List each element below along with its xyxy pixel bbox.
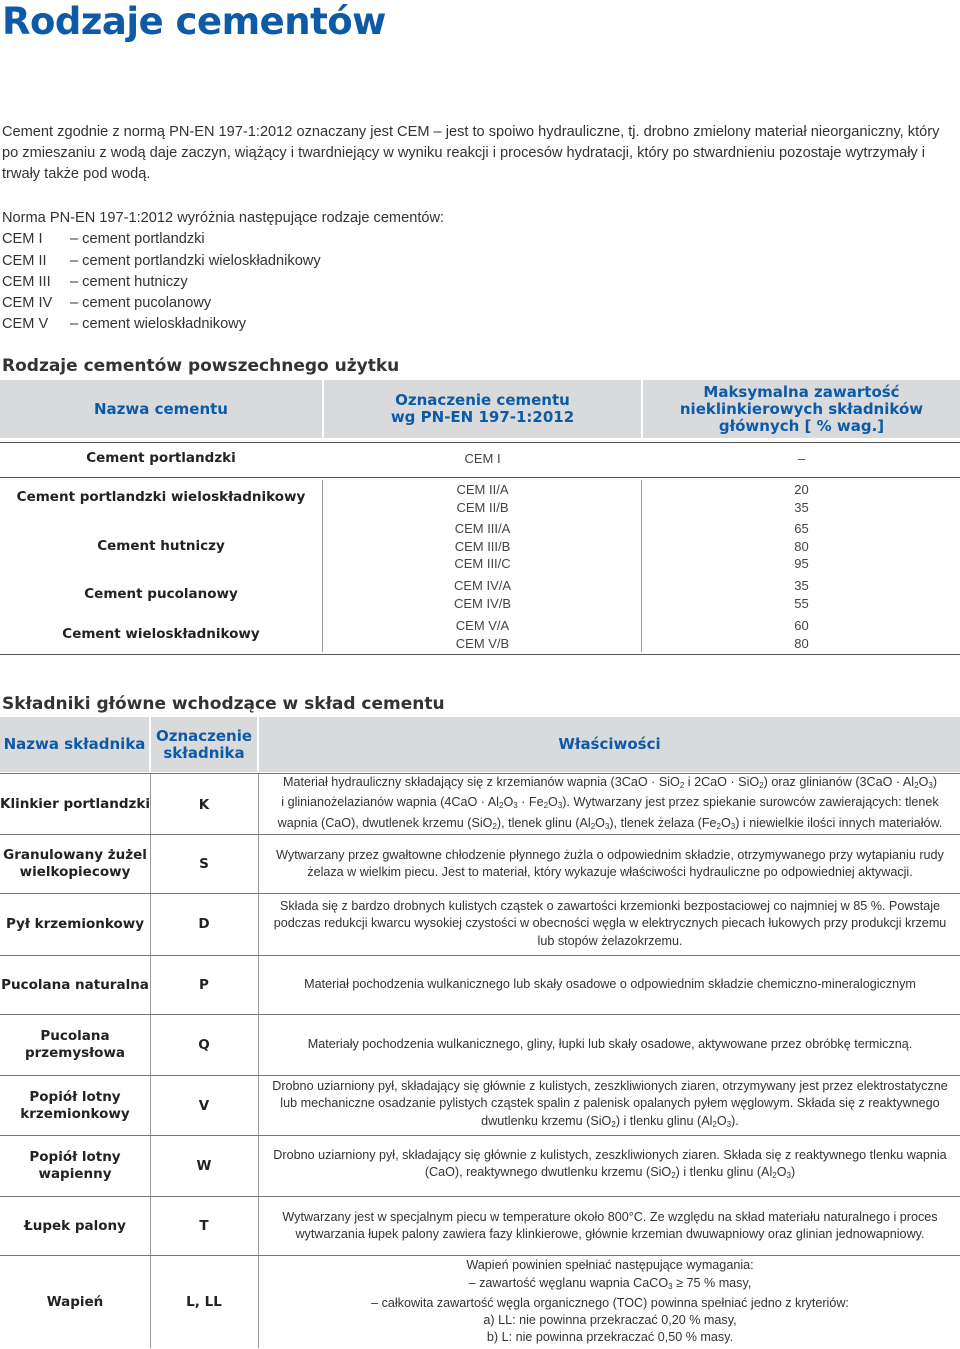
table-column-divider (258, 774, 259, 1348)
table1-row-codes (324, 481, 641, 516)
table2-row-desc (260, 774, 960, 835)
table-divider (0, 654, 960, 655)
table2-row-name: Klinkier portlandzki (0, 796, 150, 812)
table1-row-code: CEM I (464, 451, 501, 466)
norma-item (2, 314, 444, 335)
table1-row-value: 60 (794, 618, 809, 633)
desc-line: lub mechaniczne osadzanie pylistych cząstek spalin z palenisk opalanych pyłem węglowym. Składa się z reaktywnego (280, 1096, 940, 1111)
table2-row-code: D (198, 916, 210, 932)
table1-row-code: CEM III/B (454, 538, 511, 554)
table2-row-desc: Składa się z bardzo drobnych kulistych cząstek o zawartości krzemionki bezpostaciowej co najmniej w 85 %. Powstaje podczas redukcji kwarcu wysokiej czystości w obecności węgla w elektrycznych piecach łukowych przy produkcji krzemu lub stopów żelazokrzemu. (273, 899, 947, 948)
table2-row-code: S (199, 856, 209, 872)
table1-row-name: Cement pucolanowy (84, 586, 238, 602)
table-column-divider (322, 480, 323, 652)
table1-row-value: 20 (794, 482, 809, 497)
table1-row-name: Cement wieloskładnikowy (62, 626, 260, 642)
table1-row-code: CEM IV/A (453, 578, 512, 593)
table2-row-code: V (198, 1097, 210, 1114)
table1-header-code: Oznaczenie cementu wg PN-EN 197-1:2012 (324, 380, 641, 438)
table1-row-value: 35 (794, 578, 809, 593)
desc-line: Drobno uziarniony pył, składający się głównie z kulistych, zeszkliwionych ziaren. Składa się z reaktywnego tlenku wapnia (273, 1147, 947, 1162)
norma-list (2, 208, 444, 336)
table2-header-properties: Właściwości (259, 717, 960, 772)
norma-code: CEM II (2, 252, 47, 269)
table2-row-desc (260, 1076, 960, 1135)
desc-line: – całkowita zawartość węgla organicznego (TOC) powinna spełniać jedno z kryteriów: (371, 1295, 849, 1310)
table2-row-name: Popiół lotny wapienny (29, 1148, 121, 1182)
table2-row-desc: Materiały pochodzenia wulkanicznego, gliny, łupki lub skały osadowe, aktywowane przez obróbkę termiczną. (307, 1037, 913, 1052)
norma-item (2, 272, 444, 293)
norma-item (2, 251, 444, 272)
table1-row-values (643, 577, 960, 612)
table1-header-name: Nazwa cementu (0, 380, 322, 438)
table1-row-code: CEM III/C (454, 556, 511, 572)
norma-code: CEM III (2, 273, 51, 290)
table1-row-code: CEM III/A (454, 521, 511, 536)
table2-row-code: P (199, 977, 209, 993)
table1-row-code: CEM IV/B (453, 595, 512, 611)
table2-row-name: Pył krzemionkowy (5, 915, 145, 932)
table1-row-values (643, 481, 960, 516)
desc-line: Wapień powinien spełniać następujące wymagania: (466, 1258, 754, 1273)
norma-item (2, 293, 444, 314)
table1-row-codes (324, 577, 641, 612)
table1-row-code: CEM V/B (455, 635, 510, 651)
table2-row-name: Pucolana naturalna (1, 976, 149, 993)
table2-row-desc: Wytwarzany przez gwałtowne chłodzenie płynnego żużla o odpowiednim składzie, otrzymywanego przy wytapianiu rudy żelaza w wielkim piecu. Jest to materiał, który wykazuje właściwości hydrauliczne po odpowiedniej aktywacji. (276, 847, 944, 879)
table1-row-value: 65 (794, 521, 809, 536)
table2-row-name: Popiół lotny krzemionkowy (20, 1088, 130, 1122)
table2-row-desc: Materiał pochodzenia wulkanicznego lub skały osadowe o odpowiednim składzie chemiczno-mineralogicznym (304, 977, 916, 992)
table2-row-code: L, LL (186, 1294, 222, 1310)
table1-row-code: CEM II/B (456, 499, 509, 515)
table1-row-name: Cement hutniczy (97, 538, 225, 554)
norma-lead: Norma PN-EN 197-1:2012 wyróżnia następujące rodzaje cementów: (2, 210, 445, 226)
table2-row-name: Pucolana przemysłowa (24, 1028, 126, 1061)
table1-header-max: Maksymalna zawartość nieklinkierowych składników głównych [ % wag.] (643, 380, 960, 438)
table2-row-name: Wapień (46, 1293, 104, 1310)
table1-row-code: CEM II/A (456, 482, 509, 497)
norma-desc: – cement portlandzki wieloskładnikowy (70, 252, 321, 269)
norma-code: CEM V (2, 316, 49, 333)
desc-line: b) L: nie powinna przekraczać 0,50 % masy. (486, 1330, 734, 1345)
desc-line: Drobno uziarniony pył, składający się głównie z kulistych, zeszkliwionych ziaren, otrzymywany jest przez elektrostatyczne (272, 1079, 948, 1094)
table2-row-desc: Wytwarzany jest w specjalnym piecu w temperature około 800°C. Ze względu na skład materiału naturalnego i proces wytwarzania łupek palony zawiera fazy klinkierowe, głównie krzemian dwuwapniowy oraz glinian jednowapniowy. (282, 1209, 938, 1241)
norma-desc: – cement hutniczy (70, 273, 188, 290)
table1-row-name: Cement portlandzki (86, 450, 236, 466)
desc-line: dwutlenku krzemu (SiO$_2$) i tlenku glinu $(Al_2O_3)$. (481, 1113, 739, 1129)
table2-row-desc (260, 1136, 960, 1195)
table1-row-values (643, 520, 960, 573)
desc-line: – zawartość węglanu wapnia CaCO$_3$ ≥ 75 % masy, (468, 1275, 752, 1291)
norma-desc: – cement wieloskładnikowy (70, 316, 247, 333)
table1-row-value: – (797, 451, 806, 466)
table2-row-code: Q (198, 1037, 210, 1053)
desc-line: Materiał hydrauliczny składający się z krzemianów wapnia (3CaO · SiO$_2$ i 2CaO · SiO$_2$) oraz glinianów $(3CaO \cdot Al_2O_3)$ (282, 775, 938, 791)
table1-row-codes (324, 617, 641, 652)
table1-row-name: Cement portlandzki wieloskładnikowy (16, 489, 306, 505)
table2-header-name: Nazwa składnika (0, 717, 149, 772)
table1-row-code: CEM V/A (455, 618, 510, 633)
table-divider (0, 477, 960, 478)
table-column-divider (641, 480, 642, 652)
table1-row-value: 80 (794, 635, 809, 651)
table2-row-name: Łupek palony (24, 1217, 126, 1234)
desc-line: wapnia (CaO), dwutlenek krzemu (SiO$_2$), tlenek glinu $(Al_2O_3)$, tlenek żelaza $(Fe_2O_3)$ i niewielkie ilości innych materiałów. (277, 815, 943, 831)
intro-paragraph: Cement zgodnie z normą PN-EN 197-1:2012 oznaczany jest CEM – jest to spoiwo hydrauliczne, tj. drobno zmielony materiał nieorganiczny, który po zmieszaniu z wodą daje zaczyn, wiążący i twardniejący w wyniku reakcji i procesów hydratacji, który po stwardnieniu pozostaje wytrzymały i trwały także pod wodą. (2, 124, 940, 182)
table1-row-values (643, 617, 960, 652)
table2-row-code: K (198, 796, 210, 813)
table2-heading: Składniki główne wchodzące w skład cementu (2, 694, 445, 714)
table1-row-value: 55 (794, 595, 809, 611)
desc-line: a) LL: nie powinna przekraczać 0,20 % masy, (483, 1313, 737, 1328)
desc-line: i glinianożelazianów wapnia $(4CaO \cdot Al_2O_3 \cdot Fe_2O_3)$. Wytwarzany jest przez spiekanie surowców zawierających: tlenek (281, 795, 939, 811)
table2-row-desc (260, 1256, 960, 1348)
page-title: Rodzaje cementów (2, 0, 386, 43)
table1-row-codes (324, 520, 641, 573)
norma-item (2, 229, 444, 250)
norma-desc: – cement portlandzki (70, 231, 205, 248)
table1-row-value: 95 (794, 556, 809, 572)
table1-row-value: 35 (794, 499, 809, 515)
norma-code: CEM IV (2, 295, 53, 312)
table2-header-code: Oznaczenie składnika (151, 717, 257, 772)
table1-row-value: 80 (794, 538, 809, 554)
table-divider (0, 442, 960, 443)
table2-row-code: T (199, 1218, 209, 1234)
table1-heading: Rodzaje cementów powszechnego użytku (2, 356, 400, 376)
desc-line: (CaO), reaktywnego dwutlenku krzemu (SiO$_2$) i tlenku glinu $(Al_2O_3)$ (424, 1165, 796, 1180)
norma-desc: – cement pucolanowy (70, 295, 212, 312)
table2-row-code: W (196, 1157, 212, 1174)
norma-code: CEM I (2, 231, 43, 248)
table2-row-name: Granulowany żużel wielkopiecowy (3, 847, 147, 880)
